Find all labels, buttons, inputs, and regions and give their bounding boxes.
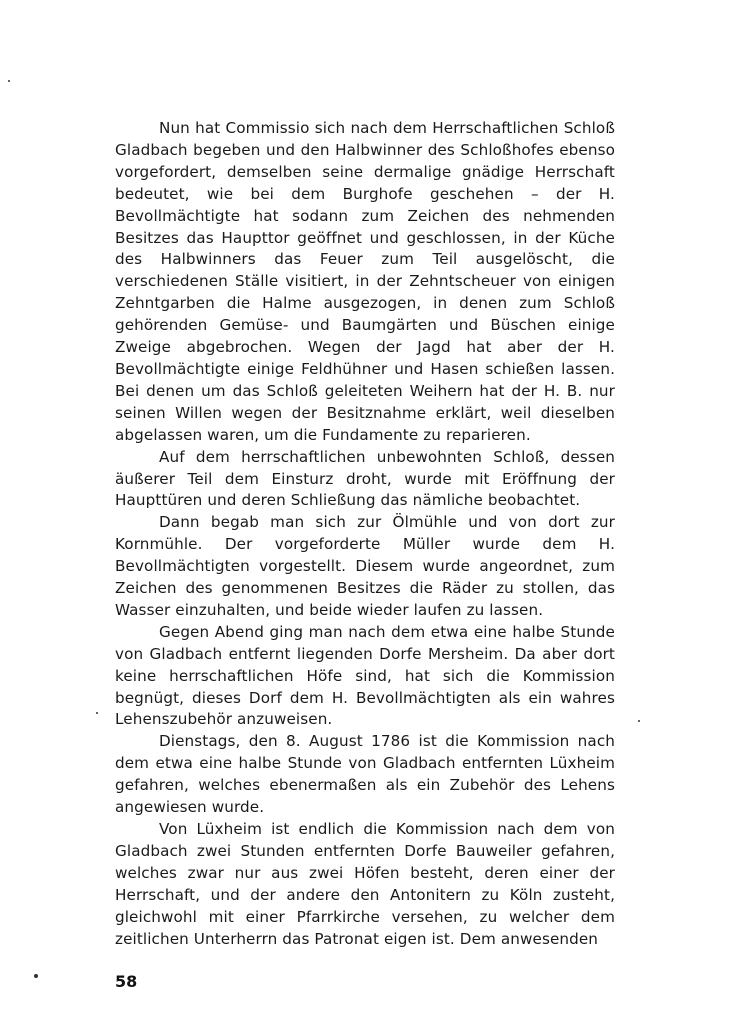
- scan-speck: [8, 80, 10, 82]
- scan-speck: [34, 974, 38, 978]
- paragraph-2: Auf dem herrschaftlichen unbewohnten Schloß, dessen äußerer Teil dem Einsturz droht, wurde mit Eröffnung der Haupttüren und deren Schließung das nämliche beobachtet.: [115, 447, 615, 510]
- scan-speck: [638, 720, 640, 722]
- paragraph-6: Von Lüxheim ist endlich die Kommission nach dem von Gladbach zwei Stunden entfernten Dorfe Bauweiler gefahren, welches zwar nur aus zwei Höfen besteht, deren einer der Herrschaft, und der andere den Antonitern zu Köln zusteht, gleichwohl mit einer Pfarrkirche versehen, zu welcher dem zeitlichen Unterherrn das Patronat eigen ist. Dem anwesenden: [115, 820, 615, 948]
- page-number: 58: [115, 972, 138, 991]
- scan-speck: [96, 712, 98, 714]
- paragraph-3: Dann begab man sich zur Ölmühle und von dort zur Kornmühle. Der vorgeforderte Müller wurde dem H. Bevollmächtigten vorgestellt. Diesem wurde angeordnet, zum Zeichen des genommenen Besitzes die Räder zu stollen, das Wasser einzuhalten, und beide wieder laufen zu lassen.: [115, 513, 615, 619]
- text-body: [115, 118, 615, 950]
- paragraph-4: Gegen Abend ging man nach dem etwa eine halbe Stunde von Gladbach entfernt liegenden Dorfe Mersheim. Da aber dort keine herrschaftlichen Höfe sind, hat sich die Kommission begnügt, dieses Dorf dem H. Bevollmächtigten als ein wahres Lehenszubehör anzuweisen.: [115, 622, 615, 729]
- paragraph-5: Dienstags, den 8. August 1786 ist die Kommission nach dem etwa eine halbe Stunde von Gladbach entfernten Lüxheim gefahren, welches ebenermaßen als ein Zubehör des Lehens angewiesen wurde.: [115, 732, 615, 817]
- paragraph-1: Nun hat Commissio sich nach dem Herrschaftlichen Schloß Gladbach begeben und den Halbwinner des Schloßhofes ebenso vorgefordert, demselben seine dermalige gnädige Herrschaft bedeutet, wie bei dem Burghofe geschehen – der H. Bevollmächtigte hat sodann zum Zeichen des nehmenden Besitzes das Haupttor geöffnet und geschlossen, in der Küche des Halbwinners das Feuer zum Teil ausgelöscht, die verschiedenen Ställe visitiert, in der Zehntscheuer von einigen Zehntgarben die Halme ausgezogen, in denen zum Schloß gehörenden Gemüse- und Baumgärten und Büschen einige Zweige abgebrochen. Wegen der Jagd hat aber der H. Bevollmächtigte einige Feldhühner und Hasen schießen lassen. Bei denen um das Schloß geleiteten Weihern hat der H. B. nur seinen Willen wegen der Besitznahme erklärt, weil dieselben abgelassen waren, um die Fundamente zu reparieren.: [115, 119, 615, 444]
